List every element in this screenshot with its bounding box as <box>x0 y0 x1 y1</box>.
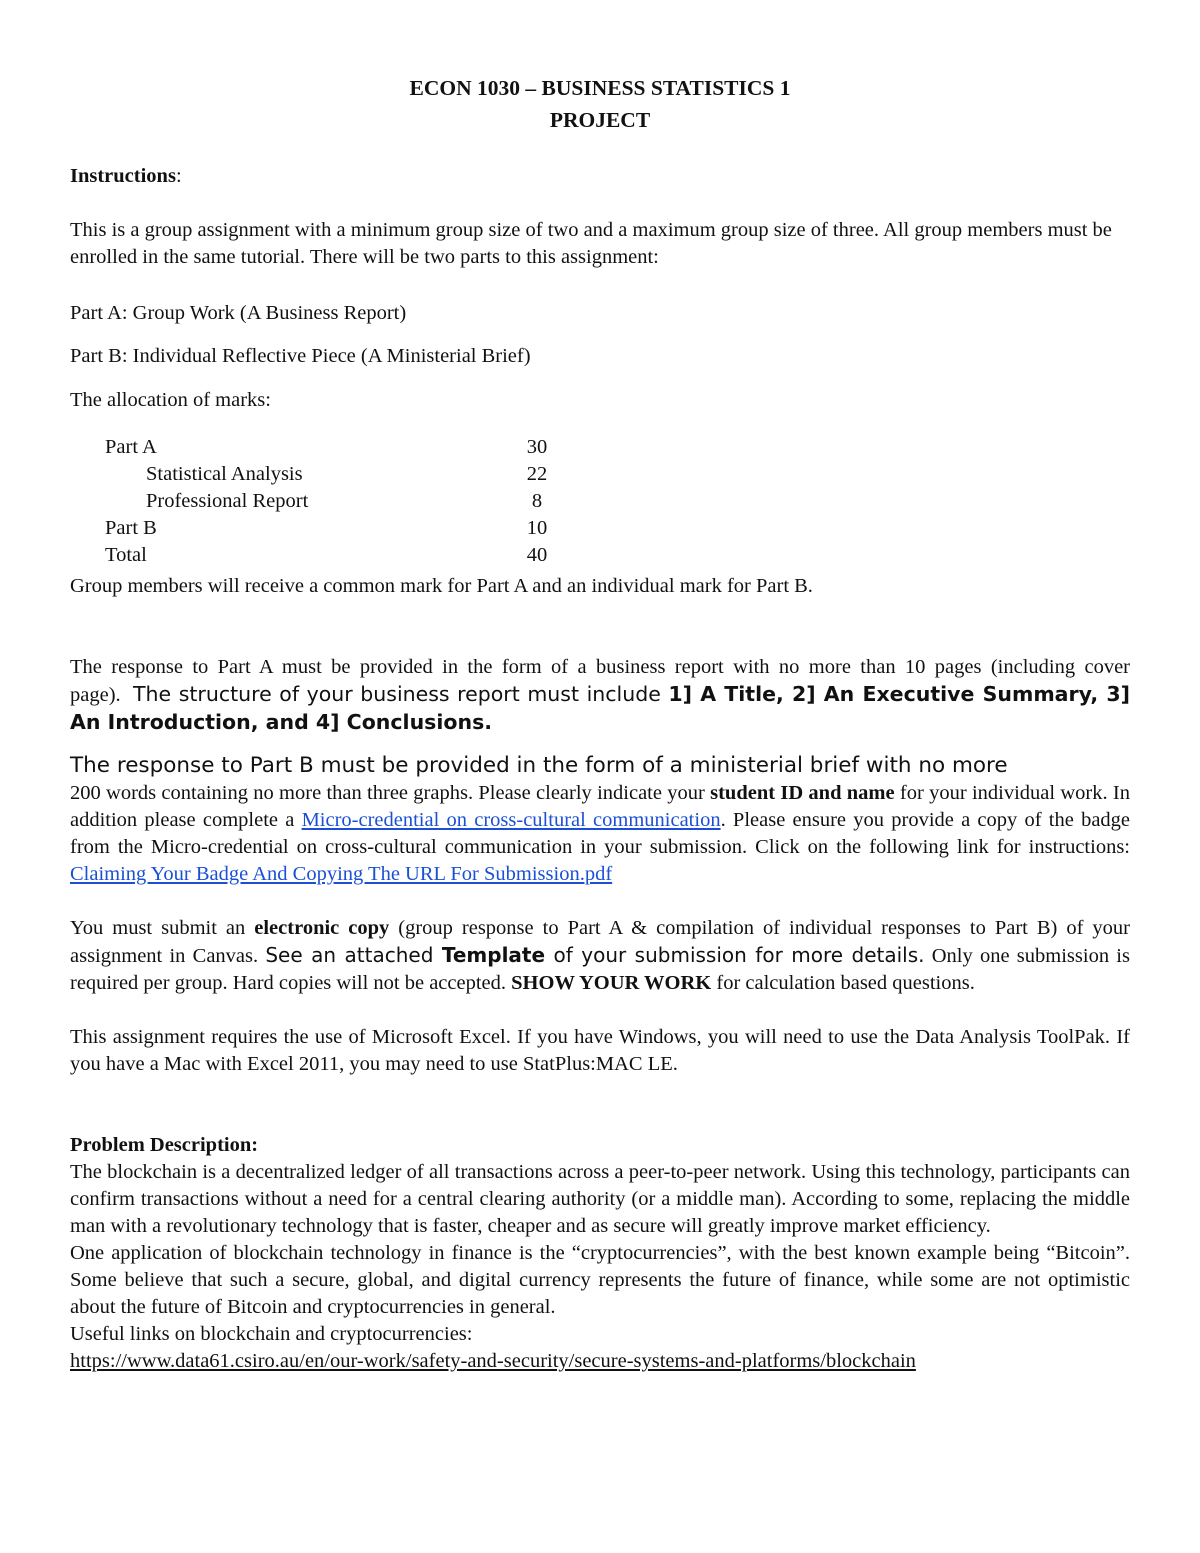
marks-label: Statistical Analysis <box>146 463 303 485</box>
page-subtitle: PROJECT <box>549 108 651 132</box>
intro-paragraph: This is a group assignment with a minimum group size of two and a maximum group size of three. All group members must be enrolled in the same tutorial. There will be two parts to this assignment: <box>70 219 1112 268</box>
template-emphasis: Template <box>441 943 546 967</box>
blockchain-link-line <box>70 1348 1130 1375</box>
submission-paragraph <box>70 915 1130 997</box>
marks-label: Total <box>105 544 147 566</box>
useful-links-label: Useful links on blockchain and cryptocurrencies: <box>70 1323 473 1345</box>
blockchain-link[interactable]: https://www.data61.csiro.au/en/our-work/safety-and-security/secure-systems-and-platforms/blockchain <box>70 1350 916 1372</box>
table-row <box>105 542 550 569</box>
part-a-description: Part A: Group Work (A Business Report) <box>70 302 407 324</box>
table-row <box>105 461 550 488</box>
page-title: ECON 1030 – BUSINESS STATISTICS 1 <box>409 76 791 100</box>
part-b-text: 200 words containing no more than three graphs. Please clearly indicate your <box>70 782 711 804</box>
table-row <box>105 488 550 515</box>
marks-value: 10 <box>526 517 548 539</box>
instructions-heading-line <box>70 163 1130 190</box>
marks-value: 22 <box>526 463 548 485</box>
problem-heading <box>70 1132 1130 1159</box>
submission-text: (group response to Part A & compilation of individual responses to Part B) of your assignment in Canvas. <box>70 917 1130 967</box>
problem-heading-text: Problem Description: <box>70 1134 259 1156</box>
submission-text: for calculation based questions. <box>711 972 975 994</box>
part-a-response-text: The response to Part A must be provided in the form of a business report with no more than 10 pages (including cover page). <box>70 656 1130 706</box>
part-b-text: . Please ensure you provide a copy of the badge from the Micro-credential on cross-cultural communication in your submission. Click on the following link for instructions: <box>70 809 1131 858</box>
part-a-response-paragraph <box>70 654 1130 737</box>
problem-paragraph: One application of blockchain technology in finance is the “cryptocurrencies”, with the best known example being “Bitcoin”. Some believe that such a secure, global, and digital currency represents the future of finance, while some are not optimistic about the future of Bitcoin and cryptocurrencies in general. <box>70 1242 1130 1318</box>
show-your-work-emphasis: SHOW YOUR WORK <box>511 972 712 994</box>
table-row <box>105 515 550 542</box>
part-b-description: Part B: Individual Reflective Piece (A Ministerial Brief) <box>70 345 531 367</box>
marks-value: 40 <box>526 544 548 566</box>
allocation-intro: The allocation of marks: <box>70 389 271 411</box>
marks-label: Part B <box>105 517 157 539</box>
template-note: of your submission for more details. <box>545 943 925 967</box>
part-b-text: for your individual work. In addition please complete a <box>70 782 1130 831</box>
submission-text: Only one submission is required per group. Hard copies will not be accepted. <box>70 945 1130 994</box>
structure-items: 1] A Title, 2] An Executive Summary, 3] An Introduction, and 4] Conclusions. <box>70 682 1131 734</box>
problem-paragraph: The blockchain is a decentralized ledger of all transactions across a peer-to-peer network. Using this technology, participants can confirm transactions without a need for a central clearing authority (or a middle man). According to some, replacing the middle man with a revolutionary technology that is faster, cheaper and as secure will greatly improve market efficiency. <box>70 1161 1130 1237</box>
common-mark-note: Group members will receive a common mark for Part A and an individual mark for Part B. <box>70 575 813 597</box>
marks-label: Professional Report <box>146 490 309 512</box>
student-id-emphasis: student ID and name <box>710 782 895 804</box>
part-b-response-paragraph <box>70 780 1130 888</box>
instructions-heading: Instructions <box>70 165 176 187</box>
badge-instructions-link[interactable]: Claiming Your Badge And Copying The URL For Submission.pdf <box>70 863 613 885</box>
document-page <box>70 72 1130 1375</box>
marks-value: 30 <box>526 436 548 458</box>
marks-label: Part A <box>105 436 157 458</box>
electronic-copy-emphasis: electronic copy <box>254 917 390 939</box>
template-note: See an attached <box>265 943 442 967</box>
submission-text: You must submit an <box>70 917 255 939</box>
part-b-response-lead: The response to Part B must be provided in the form of a ministerial brief with no more <box>70 753 1008 778</box>
marks-value: 8 <box>531 490 543 512</box>
micro-credential-link[interactable]: Micro-credential on cross-cultural communication <box>301 809 721 831</box>
marks-table <box>105 434 550 569</box>
instructions-heading-colon: : <box>175 165 182 187</box>
table-row <box>105 434 550 461</box>
structure-prefix: The structure of your business report must include <box>133 682 669 706</box>
excel-note: This assignment requires the use of Microsoft Excel. If you have Windows, you will need to use the Data Analysis ToolPak. If you have a Mac with Excel 2011, you may need to use StatPlus:MAC LE. <box>70 1026 1130 1075</box>
